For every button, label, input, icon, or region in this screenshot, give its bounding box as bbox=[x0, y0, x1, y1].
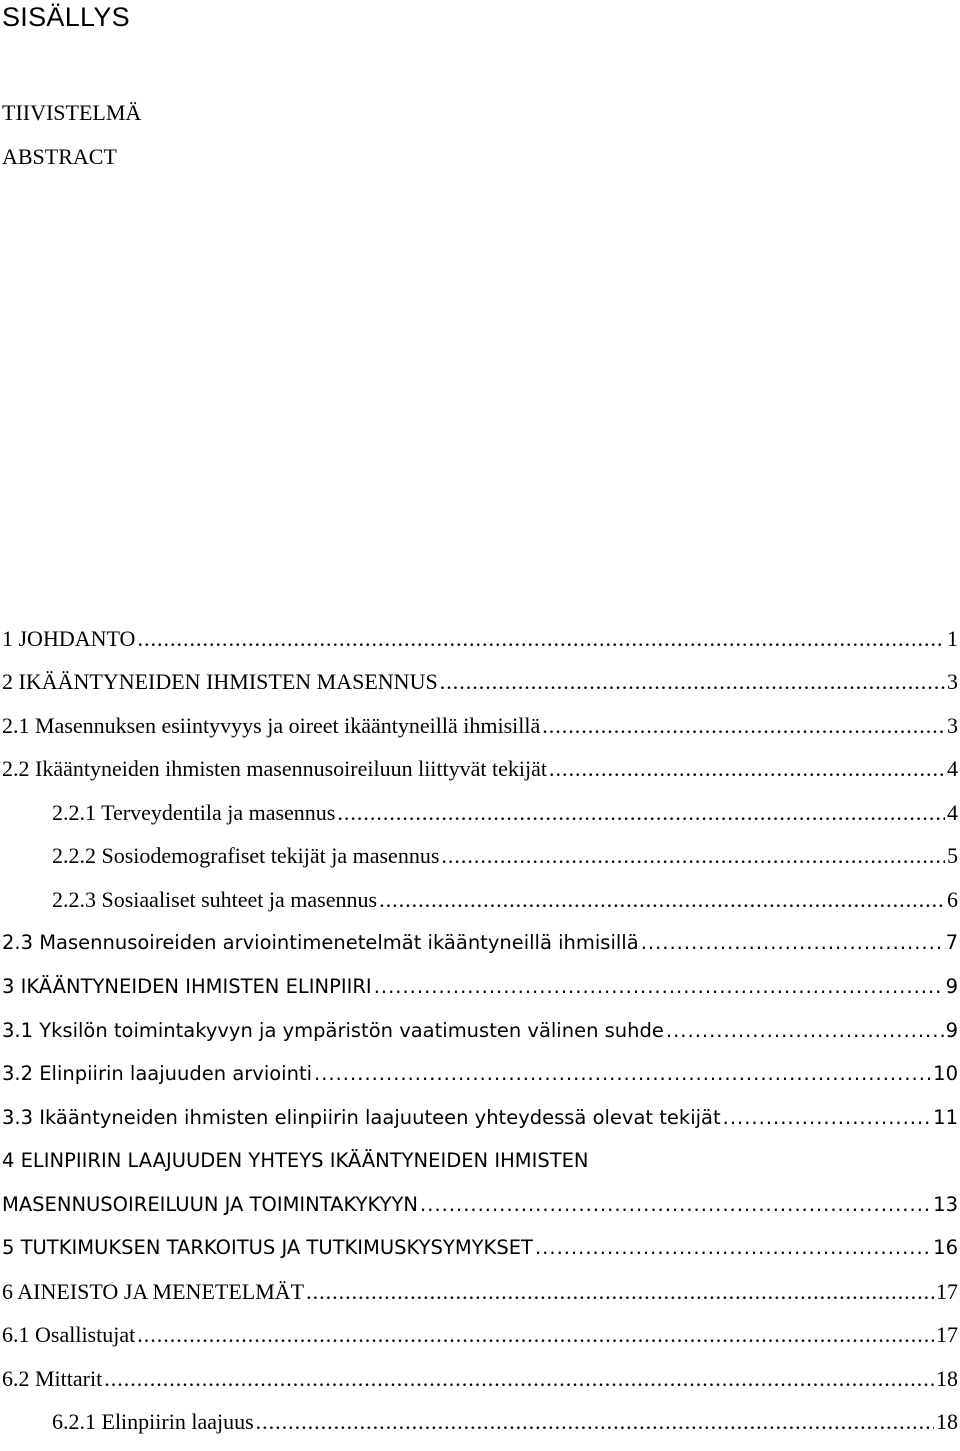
toc-entry[interactable] bbox=[0, 886, 958, 914]
page-title: SISÄLLYS bbox=[2, 2, 130, 32]
toc-entry-page: 13 bbox=[933, 1193, 958, 1216]
toc-entry-label: 1 JOHDANTO bbox=[2, 626, 136, 651]
toc-leader bbox=[535, 1234, 931, 1262]
toc-entry-page: 10 bbox=[933, 1062, 958, 1085]
toc-entry-page: 4 bbox=[947, 800, 958, 825]
toc-entry[interactable] bbox=[0, 1408, 958, 1436]
toc-entry[interactable] bbox=[0, 799, 958, 827]
tiivistelma-heading: TIIVISTELMÄ bbox=[2, 100, 142, 125]
toc-entry-label: 3.2 Elinpiirin laajuuden arviointi bbox=[2, 1062, 313, 1085]
toc-leader bbox=[420, 1191, 931, 1219]
toc-leader bbox=[337, 799, 945, 827]
toc-entry[interactable] bbox=[0, 973, 958, 1001]
toc-entry-page: 18 bbox=[936, 1366, 958, 1391]
toc-entry-label: 2 IKÄÄNTYNEIDEN IHMISTEN MASENNUS bbox=[2, 669, 438, 694]
toc-entry-page: 7 bbox=[945, 931, 958, 954]
toc-leader bbox=[314, 1060, 931, 1088]
toc-leader bbox=[441, 842, 945, 870]
toc-entry[interactable] bbox=[0, 1060, 958, 1088]
toc-leader bbox=[379, 886, 945, 914]
toc-entry-page: 18 bbox=[936, 1409, 958, 1434]
toc-leader bbox=[104, 1365, 934, 1393]
toc-entry[interactable] bbox=[0, 755, 958, 783]
toc-entry[interactable] bbox=[0, 1321, 958, 1349]
toc-leader bbox=[374, 973, 944, 1001]
toc-leader bbox=[137, 625, 945, 653]
toc-leader bbox=[723, 1104, 932, 1132]
toc-entry-label: 2.2.1 Terveydentila ja masennus bbox=[52, 800, 336, 825]
toc-entry[interactable] bbox=[0, 929, 958, 957]
toc-entry-label: 2.1 Masennuksen esiintyvyys ja oireet ikääntyneillä ihmisillä bbox=[2, 713, 541, 738]
toc-entry-label: 6.2.1 Elinpiirin laajuus bbox=[52, 1409, 254, 1434]
toc-leader bbox=[666, 1017, 944, 1045]
toc-entry[interactable] bbox=[0, 1365, 958, 1393]
toc-entry[interactable] bbox=[0, 1017, 958, 1045]
toc-entry[interactable] bbox=[0, 1191, 958, 1219]
toc-entry-label: 6 AINEISTO JA MENETELMÄT bbox=[2, 1279, 305, 1304]
toc-leader bbox=[641, 929, 944, 957]
toc-entry-page: 11 bbox=[933, 1106, 958, 1129]
toc-entry-label: 2.2.3 Sosiaaliset suhteet ja masennus bbox=[52, 887, 378, 912]
toc-entry-label: 3.1 Yksilön toimintakyvyn ja ympäristön vaatimusten välinen suhde bbox=[2, 1019, 664, 1042]
toc-entry-page: 5 bbox=[947, 843, 958, 868]
toc-entry-page: 17 bbox=[936, 1279, 958, 1304]
toc-leader bbox=[256, 1408, 934, 1436]
toc-leader bbox=[137, 1321, 934, 1349]
toc-entry-page: 3 bbox=[947, 713, 958, 738]
toc-entry-label: 2.3 Masennusoireiden arviointimenetelmät ikääntyneillä ihmisillä bbox=[2, 931, 639, 954]
toc-entry-label: 6.2 Mittarit bbox=[2, 1366, 103, 1391]
toc-leader bbox=[440, 668, 945, 696]
toc-entry-label: 3.3 Ikääntyneiden ihmisten elinpiirin laajuuteen yhteydessä olevat tekijät bbox=[2, 1106, 721, 1129]
toc-entry-page: 17 bbox=[936, 1322, 958, 1347]
toc-entry-label: 2.2.2 Sosiodemografiset tekijät ja masennus bbox=[52, 843, 440, 868]
toc-entry[interactable] bbox=[0, 1278, 958, 1306]
toc-entry[interactable] bbox=[0, 842, 958, 870]
toc-entry-page: 9 bbox=[945, 975, 958, 998]
toc-entry[interactable] bbox=[0, 1234, 958, 1262]
toc-entry-page: 3 bbox=[947, 669, 958, 694]
toc-entry-label: 2.2 Ikääntyneiden ihmisten masennusoireiluun liittyvät tekijät bbox=[2, 756, 547, 781]
toc-entry-label: 6.1 Osallistujat bbox=[2, 1322, 136, 1347]
toc-entry-page: 1 bbox=[947, 626, 958, 651]
toc-entry[interactable] bbox=[0, 1104, 958, 1132]
toc-entry-label: 5 TUTKIMUKSEN TARKOITUS JA TUTKIMUSKYSYMYKSET bbox=[2, 1236, 533, 1259]
toc-leader bbox=[549, 755, 945, 783]
toc-entry-label-line1[interactable]: 4 ELINPIIRIN LAAJUUDEN YHTEYS IKÄÄNTYNEIDEN IHMISTEN bbox=[2, 1149, 589, 1172]
toc-entry-page: 4 bbox=[947, 756, 958, 781]
toc-entry-label: MASENNUSOIREILUUN JA TOIMINTAKYKYYN bbox=[2, 1193, 418, 1216]
toc-leader bbox=[542, 712, 945, 740]
toc-entry-page: 6 bbox=[947, 887, 958, 912]
abstract-heading: ABSTRACT bbox=[2, 144, 117, 169]
toc-entry[interactable] bbox=[0, 668, 958, 696]
toc-leader bbox=[306, 1278, 934, 1306]
toc-entry-page: 9 bbox=[945, 1019, 958, 1042]
toc-entry-label: 3 IKÄÄNTYNEIDEN IHMISTEN ELINPIIRI bbox=[2, 975, 372, 998]
toc-entry[interactable] bbox=[0, 712, 958, 740]
toc-entry-page: 16 bbox=[933, 1236, 958, 1259]
toc-entry[interactable] bbox=[0, 625, 958, 653]
